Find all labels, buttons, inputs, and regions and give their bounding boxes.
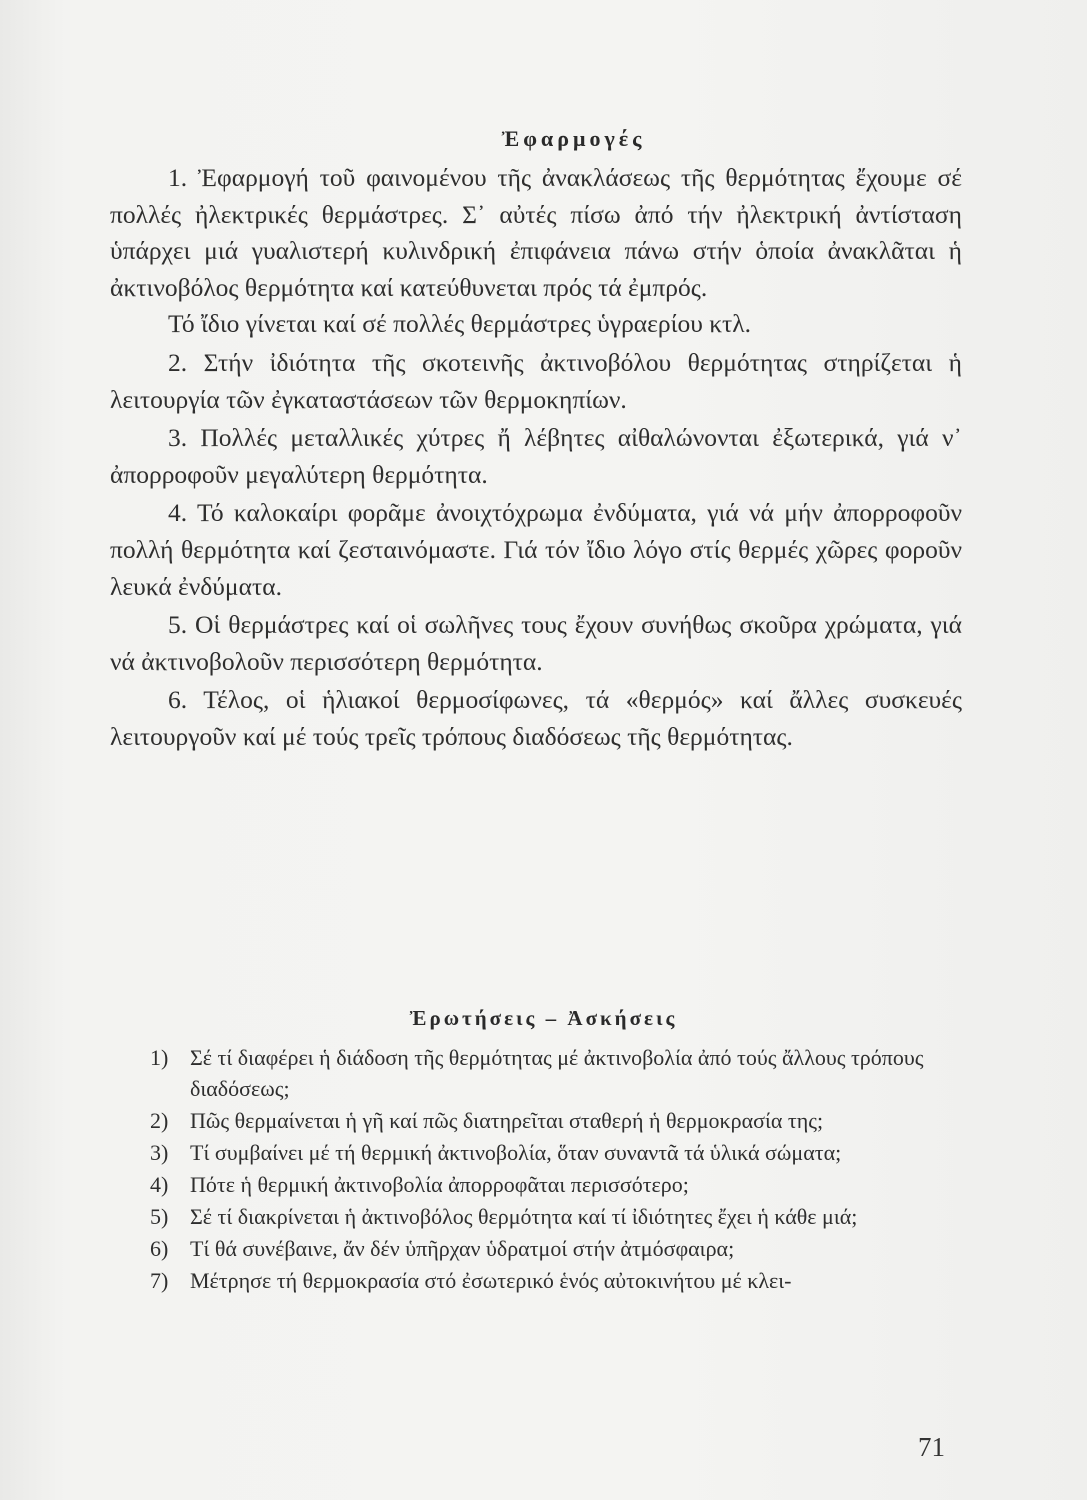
question-item	[150, 1233, 940, 1264]
question-text: Σέ τί διακρίνεται ἡ ἀκτινοβόλος θερμότητα καί τί ἰδιότητες ἔχει ἡ κάθε μιά;	[190, 1204, 858, 1229]
question-number: 5)	[150, 1204, 169, 1229]
question-item	[150, 1137, 940, 1168]
question-item	[150, 1042, 940, 1104]
question-text: Σέ τί διαφέρει ἡ διάδοση τῆς θερμότητας μέ ἀκτινοβολία ἀπό τούς ἄλλους τρόπους διαδόσεως;	[190, 1045, 924, 1101]
question-item	[150, 1265, 940, 1296]
applications-text	[110, 160, 962, 756]
page-number: 71	[918, 1432, 945, 1462]
question-text: Πότε ἡ θερμική ἀκτινοβολία ἀπορροφᾶται περισσότερο;	[190, 1172, 689, 1197]
question-number: 2)	[150, 1108, 169, 1133]
question-number: 6)	[150, 1236, 169, 1261]
question-number: 4)	[150, 1172, 169, 1197]
question-text: Πῶς θερμαίνεται ἡ γῆ καί πῶς διατηρεῖται σταθερή ἡ θερμοκρασία της;	[190, 1108, 824, 1133]
section-heading-applications: Ἐφαρμογές	[501, 126, 646, 151]
paragraph: 6. Τέλος, οἱ ἡλιακοί θερμοσίφωνες, τά «θερμός» καί ἄλλες συσκευές λειτουργοῦν καί μέ τούς τρεῖς τρόπους διαδόσεως τῆς θερμότητας.	[110, 685, 962, 751]
paragraph: 4. Τό καλοκαίρι φορᾶμε ἀνοιχτόχρωμα ἐνδύματα, γιά νά μήν ἀπορροφοῦν πολλή θερμότητα καί ζεσταινόμαστε. Γιά τόν ἴδιο λόγο στίς θερμές χῶρες φοροῦν λευκά ἐνδύματα.	[110, 498, 962, 601]
paragraph: 2. Στήν ἰδιότητα τῆς σκοτεινῆς ἀκτινοβόλου θερμότητας στηρίζεται ἡ λειτουργία τῶν ἐγκαταστάσεων τῶν θερμοκηπίων.	[110, 347, 962, 414]
question-number: 1)	[150, 1045, 169, 1070]
question-number: 7)	[150, 1268, 169, 1293]
question-text: Τί θά συνέβαινε, ἄν δέν ὑπῆρχαν ὑδρατμοί στήν ἀτμόσφαιρα;	[190, 1236, 735, 1261]
paragraph: 5. Οἱ θερμάστρες καί οἱ σωλῆνες τους ἔχουν συνήθως σκοῦρα χρώματα, γιά νά ἀκτινοβολοῦν περισσότερη θερμότητα.	[110, 610, 962, 676]
section-heading-questions: Ἐρωτήσεις – Ἀσκήσεις	[409, 1006, 678, 1030]
question-text: Μέτρησε τή θερμοκρασία στό ἐσωτερικό ἑνός αὐτοκινήτου μέ κλει-	[190, 1268, 792, 1293]
question-item	[150, 1201, 940, 1232]
paragraph: 3. Πολλές μεταλλικές χύτρες ἤ λέβητες αἰθαλώνονται ἐξωτερικά, γιά ν᾿ ἀπορροφοῦν μεγαλύτερη θερμότητα.	[110, 423, 962, 489]
question-text: Τί συμβαίνει μέ τή θερμική ἀκτινοβολία, ὅταν συναντᾶ τά ὑλικά σώματα;	[190, 1140, 842, 1165]
questions-list	[150, 1042, 940, 1297]
paragraph: 1. Ἐφαρμογή τοῦ φαινομένου τῆς ἀνακλάσεως τῆς θερμότητας ἔχουμε σέ πολλές ἠλεκτρικές θερμάστρες. Σ᾿ αὐτές πίσω ἀπό τήν ἠλεκτρική ἀντίσταση ὑπάρχει μιά γυαλιστερή κυλινδρική ἐπιφάνεια πάνω στήν ὁποία ἀνακλᾶται ἡ ἀκτινοβόλος θερμότητα καί κατεύθυνεται πρός τά ἐμπρός.	[110, 163, 962, 302]
question-item	[150, 1105, 940, 1136]
question-number: 3)	[150, 1140, 169, 1165]
paragraph: Τό ἴδιο γίνεται καί σέ πολλές θερμάστρες ὑγραερίου κτλ.	[168, 309, 752, 339]
question-item	[150, 1169, 940, 1200]
